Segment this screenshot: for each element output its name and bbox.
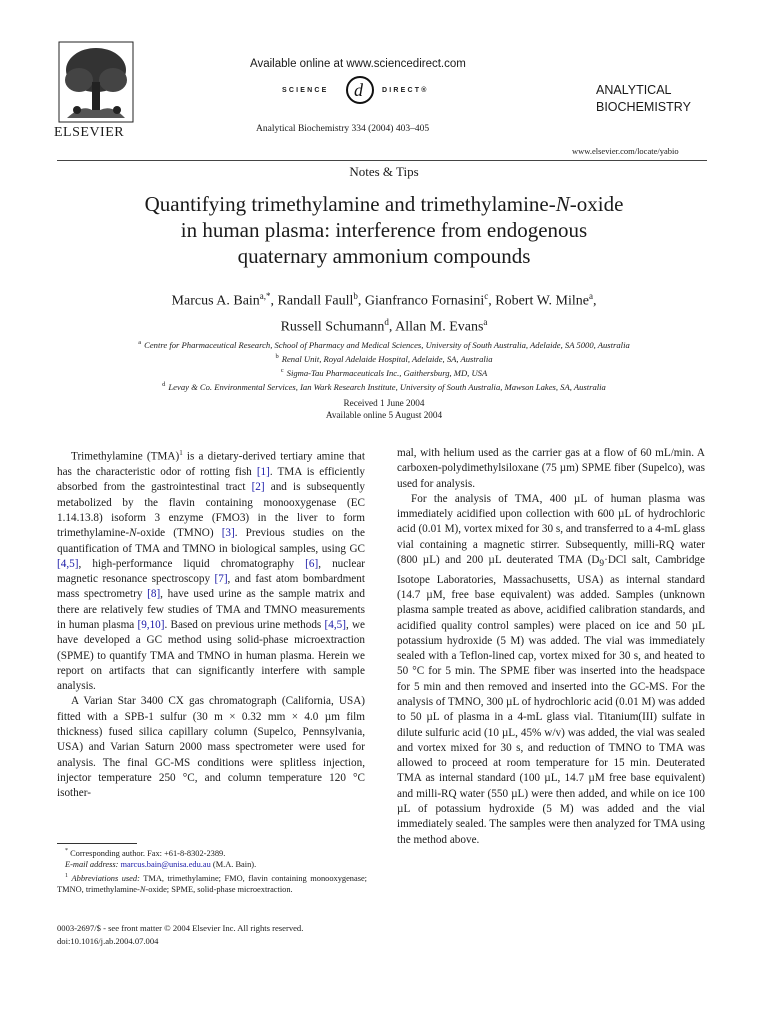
bottom-info bbox=[57, 922, 303, 948]
footnote-corresponding: * Corresponding author. Fax: +61-8-8302-2389. bbox=[65, 848, 226, 858]
journal-reference: Analytical Biochemistry 334 (2004) 403–405 bbox=[256, 124, 430, 134]
sd-right-text: DIRECT® bbox=[382, 87, 429, 94]
page-header bbox=[0, 0, 768, 156]
article-dates bbox=[0, 398, 768, 421]
journal-name-line1: ANALYTICAL bbox=[596, 83, 672, 97]
paragraph: A Varian Star 3400 CX gas chromatograph (California, USA) fitted with a SPB-1 sulfur (30 m × 0.32 mm × 4.0 µm film thickness) fused silica capillary column (Supelco, Pennsylvania, USA) and Varian Saturn 2000 mass spectrometer were used for analysis. The final GC-MS conditions were splitless injection, injector temperature 250 °C, and column temperature 120 °C isother- bbox=[57, 695, 365, 800]
affiliation: $^c$ Sigma-Tau Pharmaceuticals Inc., Gaithersburg, MD, USA bbox=[280, 366, 488, 378]
affiliation: $^a$ Centre for Pharmaceutical Research, School of Pharmacy and Medical Sciences, University of South Australia, Adelaide, SA 5000, Australia bbox=[138, 339, 630, 350]
author-sup: a bbox=[483, 316, 488, 327]
journal-url[interactable]: www.elsevier.com/locate/yabio bbox=[572, 146, 679, 156]
affiliation: $^b$ Renal Unit, Royal Adelaide Hospital, Adelaide, SA, Australia bbox=[275, 352, 493, 364]
author-sup: b bbox=[353, 291, 358, 301]
author-name: Randall Faull bbox=[277, 293, 354, 309]
author-name: Robert W. Milne bbox=[495, 293, 589, 309]
issn-line: 0003-2697/$ - see front matter © 2004 Elsevier Inc. All rights reserved. bbox=[57, 923, 304, 933]
body-column-left bbox=[57, 446, 365, 802]
affiliation: $^d$ Levay & Co. Environmental Services, Ian Wark Research Institute, University of South Australia, Mawson Lakes, SA, Australia bbox=[162, 380, 606, 392]
footnotes bbox=[57, 846, 367, 896]
author-sup: d bbox=[384, 316, 389, 327]
author-name: Russell Schumann bbox=[280, 319, 385, 335]
author-list bbox=[60, 286, 708, 337]
footnote-rule bbox=[57, 843, 137, 844]
author-name: Allan M. Evans bbox=[395, 319, 484, 335]
author-name: Gianfranco Fornasini bbox=[364, 293, 485, 309]
available-online[interactable]: Available online at www.sciencedirect.com bbox=[250, 58, 466, 70]
paragraph: Trimethylamine (TMA)$^1$ is a dietary-derived tertiary amine that has the characteristic odor of rotting fish [1]. TMA is efficiently absorbed from the gastrointestinal tract [2] and is subsequently metabolized by the flavin containing monooxygenase (EC 1.14.13.8) isoform 3 enzyme (FMO3) in the liver to form trimethylamine-N-oxide (TMNO) [3]. Previous studies on the quantification of TMA and TMNO in biological samples, using GC [4,5], high-performance liquid chromatography [6], nuclear magnetic resonance spectroscopy [7], and fast atom bombardment mass spectrometry [8], have used urine as the sample matrix and there are relatively few studies of TMA and TMNO measurements in human plasma [9,10]. Based on previous urine methods [4,5], we have developed a GC method using solid-phase microextraction (SPME) to quantify TMA and TMNO in human plasma. Herein we report on artifacts that can significantly interfere with sample analysis. bbox=[57, 449, 366, 693]
author-sup: a,* bbox=[259, 291, 271, 301]
journal-name-line2: BIOCHEMISTRY bbox=[596, 100, 691, 114]
author-line-1: Marcus A. Bain$^{a,*}$, Randall Faull$^b$, Gianfranco Fornasini$^c$, Robert W. Milne$^a$, bbox=[171, 291, 597, 309]
body-column-right bbox=[397, 446, 705, 848]
sciencedirect-emblem-icon bbox=[345, 75, 375, 105]
available-date: Available online 5 August 2004 bbox=[325, 409, 443, 420]
title-line-1: Quantifying trimethylamine and trimethylamine-N-oxide bbox=[144, 192, 624, 216]
doi-line[interactable]: doi:10.1016/j.ab.2004.07.004 bbox=[57, 936, 159, 946]
section-label: Notes & Tips bbox=[349, 164, 419, 179]
footnote-email: E-mail address: marcus.bain@unisa.edu.au (M.A. Bain). bbox=[65, 860, 257, 870]
publisher-name: ELSEVIER bbox=[54, 125, 125, 140]
footnote-abbreviations: $^1$ Abbreviations used: TMA, trimethylamine; FMO, flavin containing monooxygenase; TMNO, trimethylamine-N-oxide; SPME, solid-phase microextraction. bbox=[57, 872, 367, 895]
paragraph: mal, with helium used as the carrier gas at a flow of 60 mL/min. A carboxen-polydimethylsiloxane (75 µm) SPME fiber (Supelco), was used for analysis. bbox=[397, 447, 705, 490]
author-line-2: Russell Schumann$^d$, Allan M. Evans$^a$ bbox=[280, 316, 488, 335]
received-date: Received 1 June 2004 bbox=[343, 398, 425, 408]
author-sup: a bbox=[588, 291, 593, 301]
affiliations bbox=[40, 337, 728, 392]
email-link[interactable]: marcus.bain@unisa.edu.au bbox=[120, 860, 211, 870]
title-line-3: quaternary ammonium compounds bbox=[237, 244, 531, 268]
article-title bbox=[84, 191, 684, 269]
author-sup: c bbox=[484, 291, 489, 301]
sd-left-text: SCIENCE bbox=[282, 87, 329, 94]
author-name: Marcus A. Bain bbox=[171, 293, 260, 309]
title-line-2: in human plasma: interference from endogenous bbox=[180, 218, 588, 242]
journal-name bbox=[596, 82, 706, 116]
paragraph: For the analysis of TMA, 400 µL of human plasma was immediately acidified upon collection with 600 µL of hydrochloric acid (0.01 M), vortex mixed for 30 s, and transferred to a 4-mL glass vial containing a magnetic stirrer. Subsequently, milli-RQ water (800 µL) and 200 µL deuterated TMA ($D_9\cdot DCl$ salt, Cambridge Isotope Laboratories, Massachusetts, USA) as internal standard (14.7 µM, free base equivalent) was added. Samples (unknown plasma sample treated as above, acidified calibration standards, and acidified quality control samples) were placed on ice and 50 µL potassium hydroxide (5 M) was added. The vial was immediately sealed with a Teflon-lined cap, vortex mixed for 30 s, and heated to 50 °C for 5 min. The SPME fiber was inserted into the headspace for 5 min and then removed and inserted into the GC-MS. For the analysis of TMNO, 300 µL of hydrochloric acid (0.01 M) was added to 50 µL of plasma in a 4-mL glass vial. Titanium(III) sulfate in dilute sulfuric acid (10 µL, 45% w/v) was added, the vial was sealed and vortex mixed for 30 s, and reduction of TMNO to TMA was allowed to proceed at room temperature for 15 min. Deuterated TMA as internal standard (100 µL, 14.7 µM free base equivalent) and milli-RQ water (550 µL) were then added, and while on ice 100 µL of potassium hydroxide (5 M) was added and the vial immediately sealed. The samples were then analyzed for TMA using the method above. bbox=[397, 492, 705, 846]
svg-text:d: d bbox=[354, 80, 363, 100]
sciencedirect-logo bbox=[282, 77, 442, 103]
header-rule bbox=[57, 160, 707, 161]
